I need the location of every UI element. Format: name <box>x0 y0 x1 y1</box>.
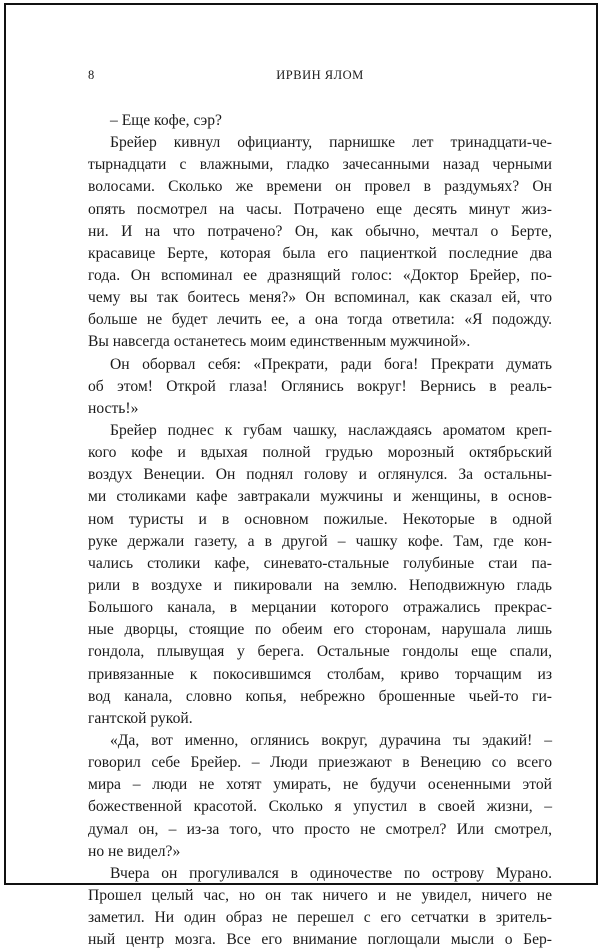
text-line: рили в воздухе и пикировали на землю. Неподвижную гладь <box>88 576 552 594</box>
text-line: гондола, плывущая у берега. Остальные гондолы еще спали, <box>88 643 552 661</box>
text-line: ми столиками кафе завтракали мужчины и женщины, в основ- <box>88 488 552 506</box>
text-line: Большого канала, в мерцании которого отражались прекрас- <box>88 599 552 617</box>
text-line: Прошел целый час, но он так ничего и не увидел, ничего не <box>88 886 552 904</box>
text-line: больше не будет лечить ее, а она тогда ответила: «Я подожду. <box>88 311 552 329</box>
text-line: вод канала, словно копья, небрежно брошенные чьей-то ги- <box>88 687 552 705</box>
text-line: ность!» <box>88 399 139 417</box>
running-head <box>88 68 552 84</box>
text-line: воздух Венеции. Он поднял голову и оглянулся. За остальны- <box>88 466 552 484</box>
page-number: 8 <box>88 68 95 82</box>
text-line: – Еще кофе, сэр? <box>110 112 222 129</box>
text-line: чему вы так боитесь меня?» Он вспоминал, как сказал ей, что <box>88 289 552 307</box>
text-line: мира – люди не хотят умирать, не будучи осененными этой <box>88 776 552 794</box>
text-line: ни. И на что потрачено? Он, как обычно, мечтал о Берте, <box>88 222 552 240</box>
body-text <box>88 110 552 951</box>
text-line: Вчера он прогуливался в одиночестве по острову Мурано. <box>110 864 552 882</box>
text-line: Брейер поднес к губам чашку, наслаждаясь ароматом креп- <box>110 421 552 439</box>
text-line: «Да, вот именно, оглянись вокруг, дурачина ты эдакий! – <box>110 731 552 749</box>
text-line: опять посмотрел на часы. Потрачено еще десять минут жиз- <box>88 200 552 218</box>
text-line: Он оборвал себя: «Прекрати, ради бога! Прекрати думать <box>110 355 552 373</box>
text-line: чались столики кафе, синевато-стальные голубиные стаи па- <box>88 554 552 572</box>
text-line: думал он, – из-за того, что просто не смотрел? Или смотрел, <box>88 820 552 838</box>
text-line: ные дворцы, стоящие по обеим его сторонам, нарушала лишь <box>88 621 552 639</box>
text-line: волосами. Сколько же времени он провел в раздумьях? Он <box>88 178 552 196</box>
text-line: божественной красотой. Сколько я упустил в своей жизни, – <box>88 798 552 816</box>
text-line: ный центр мозга. Все его внимание поглощали мысли о Бер- <box>88 931 552 949</box>
text-line: кого кофе и вдыхая полной грудью морозный октябрьский <box>88 444 552 462</box>
text-line: заметил. Ни один образ не перешел с его сетчатки в зритель- <box>88 909 552 927</box>
book-author: ИРВИН ЯЛОМ <box>276 68 364 82</box>
text-line: тырнадцати с влажными, гладко зачесанными назад черными <box>88 156 552 174</box>
text-line: ном туристы и в основном пожилые. Некоторые в одной <box>88 510 552 528</box>
text-line: об этом! Открой глаза! Оглянись вокруг! Вернись в реаль- <box>88 377 552 395</box>
text-line: но не видел?» <box>88 842 181 860</box>
text-line: красавице Берте, которая была его пациенткой последние два <box>88 244 552 262</box>
text-line: года. Он вспоминал ее дразнящий голос: «Доктор Брейер, по- <box>88 266 552 284</box>
text-line: руке держали газету, а в другой – чашку кофе. Там, где кон- <box>88 532 552 550</box>
text-line: Брейер кивнул официанту, парнишке лет тринадцати-че- <box>110 134 552 152</box>
text-line: говорил себе Брейер. – Люди приезжают в Венецию со всего <box>88 754 552 772</box>
text-line: гантской рукой. <box>88 709 193 727</box>
text-line: Вы навсегда останетесь моим единственным мужчиной». <box>88 333 471 351</box>
text-line: привязанные к покосившимся столбам, криво торчащим из <box>88 665 552 683</box>
